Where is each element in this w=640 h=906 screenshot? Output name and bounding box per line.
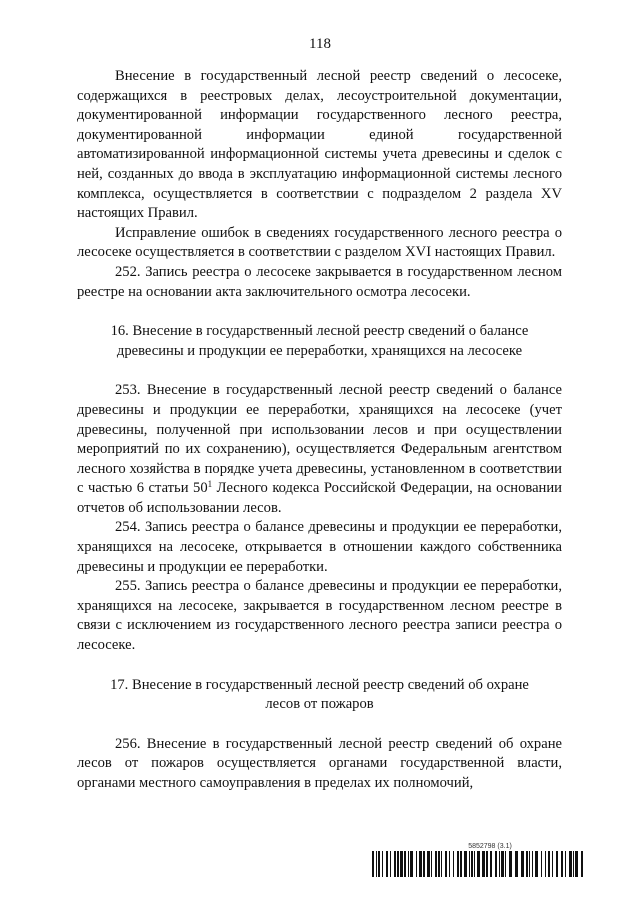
section-heading-16: 16. Внесение в государственный лесной реестр сведений о балансе древесины и продукции ее переработки, хранящихся на лесосеке	[110, 323, 529, 359]
paragraph: 256. Внесение в государственный лесной реестр сведений об охране лесов от пожаров осуществляется органами государственной власти, органами местного самоуправления в пределах их полномочий,	[77, 735, 562, 791]
barcode-block	[372, 843, 586, 877]
paragraph: 255. Запись реестра о балансе древесины и продукции ее переработки, хранящихся на лесосеке, закрывается в государственном лесном реестре в связи с исключением из государственного лесного реестра записи реестра о лесосеке.	[77, 578, 562, 654]
section-heading-17: 17. Внесение в государственный лесной реестр сведений об охране лесов от пожаров	[110, 676, 529, 713]
paragraph: 254. Запись реестра о балансе древесины и продукции ее переработки, хранящихся на лесосеке, открывается в отношении каждого собственника древесины и продукции ее переработки.	[77, 519, 562, 575]
barcode-id: 5852798 (3.1)	[468, 843, 512, 850]
paragraph	[77, 381, 562, 518]
paragraph: 252. Запись реестра о лесосеке закрывается в государственном лесном реестре на основании акта заключительного осмотра лесосеки.	[77, 263, 562, 300]
paragraph-text: 253. Внесение в государственный лесной реестр сведений о балансе древесины и продукции ее переработки, хранящихся на лесосеке (учет древесины, полученной при использовании лесов и при осуществлении мероприятий по их сохранению), осуществляется Федеральным агентством лесного хозяйства в порядке учета древесины, установленном в соответствии с частью 6 статьи 50	[77, 382, 562, 497]
superscript: 1	[207, 479, 213, 490]
barcode-icon	[372, 851, 586, 877]
document-body	[77, 67, 562, 794]
page-number: 118	[309, 36, 331, 52]
paragraph: Внесение в государственный лесной реестр сведений о лесосеке, содержащихся в реестровых делах, лесоустроительной документации, документированной информации государственного лесного реестра, документированной информации единой государственной автоматизированной информационной системы учета древесины и сделок с ней, созданных до ввода в эксплуатацию информационной системы лесного комплекса, осуществляется в соответствии с подразделом 2 раздела XV настоящих Правил.	[77, 68, 562, 222]
paragraph: Исправление ошибок в сведениях государственного лесного реестра о лесосеке осуществляется в соответствии с разделом XVI настоящих Правил.	[77, 224, 562, 261]
paragraph-text: Лесного кодекса Российской Федерации, на основании отчетов об использовании лесов.	[77, 480, 562, 516]
